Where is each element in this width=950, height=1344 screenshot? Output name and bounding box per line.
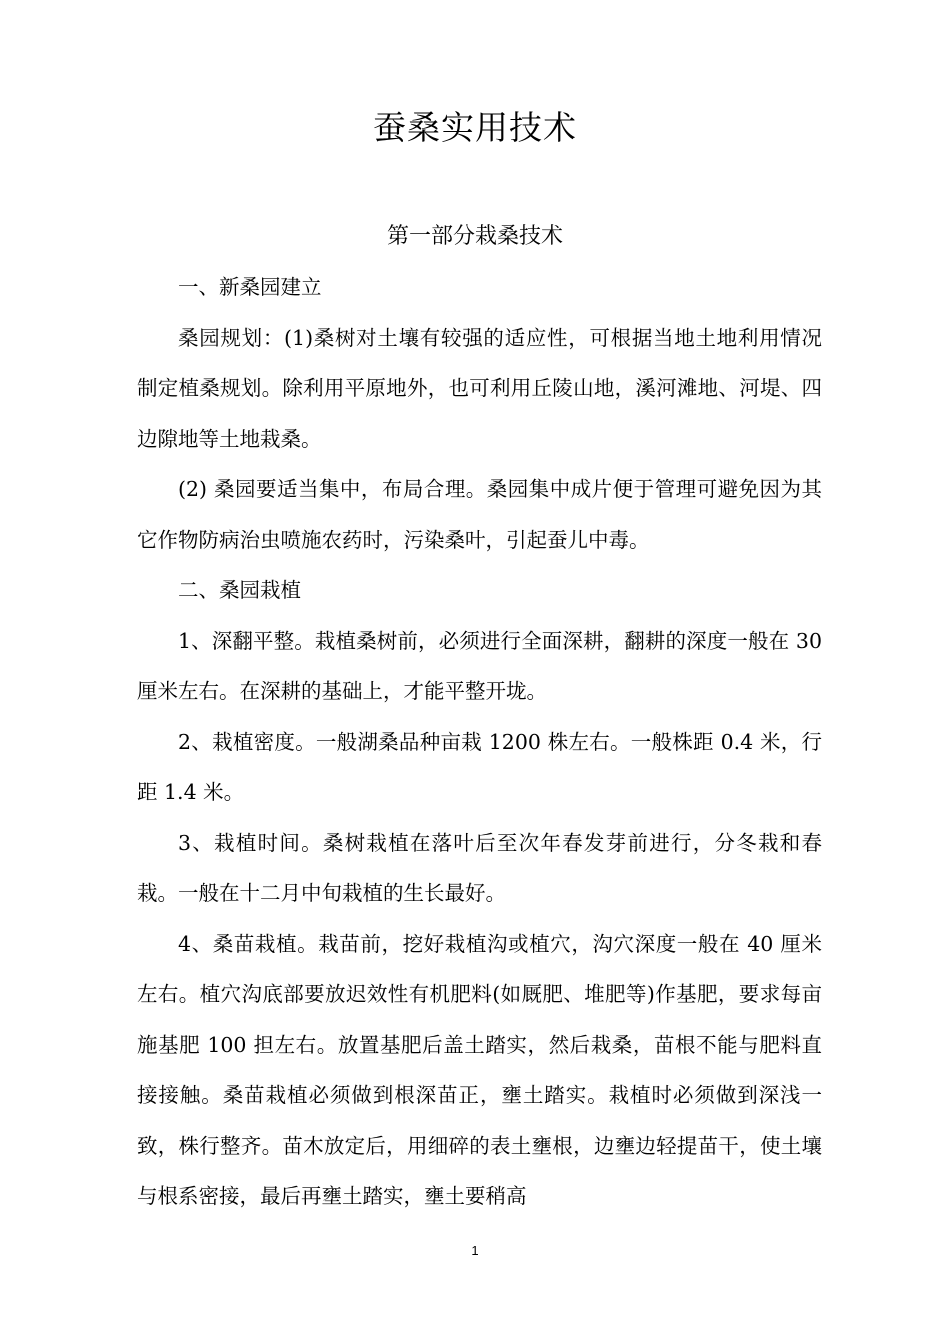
paragraph-seedling-planting: 4、桑苗栽植。栽苗前，挖好栽植沟或植穴，沟穴深度一般在 40 厘米左右。植穴沟底部要放迟效性有机肥料(如厩肥、堆肥等)作基肥，要求每亩施基肥 100 担左右。放置基肥后盖土踏实，然后栽桑，苗根不能与肥料直接接触。桑苗栽植必须做到根深苗正，壅土踏实。栽植时必须做到深浅一致，株行整齐。苗木放定后，用细碎的表土壅根，边壅边轻提苗干，使土壤与根系密接，最后再壅土踏实，壅土要稍高 [137, 931, 822, 1208]
page-number: 1 [471, 1243, 479, 1258]
document-title: 蚕桑实用技术 [373, 108, 577, 147]
paragraph-planting-time: 3、栽植时间。桑树栽植在落叶后至次年春发芽前进行，分冬栽和春栽。一般在十二月中旬栽植的生长最好。 [137, 830, 822, 905]
paragraph-orchard-layout: (2) 桑园要适当集中，布局合理。桑园集中成片便于管理可避免因为其它作物防病治虫喷施农药时，污染桑叶，引起蚕儿中毒。 [137, 477, 822, 552]
document-body [137, 262, 822, 1222]
paragraph-orchard-planning: 桑园规划：(1)桑树对土壤有较强的适应性，可根据当地土地利用情况制定植桑规划。除利用平原地外，也可利用丘陵山地，溪河滩地、河堤、四边隙地等土地栽桑。 [137, 325, 822, 451]
section-heading-new-orchard: 一、新桑园建立 [178, 275, 322, 299]
paragraph-deep-plowing: 1、深翻平整。栽植桑树前，必须进行全面深耕，翻耕的深度一般在 30 厘米左右。在深耕的基础上，才能平整开垅。 [137, 628, 822, 703]
paragraph-planting-density: 2、栽植密度。一般湖桑品种亩栽 1200 株左右。一般株距 0.4 米，行距 1.4 米。 [137, 729, 822, 804]
part-heading: 第一部分栽桑技术 [386, 224, 563, 249]
section-heading-planting: 二、桑园栽植 [178, 578, 301, 602]
